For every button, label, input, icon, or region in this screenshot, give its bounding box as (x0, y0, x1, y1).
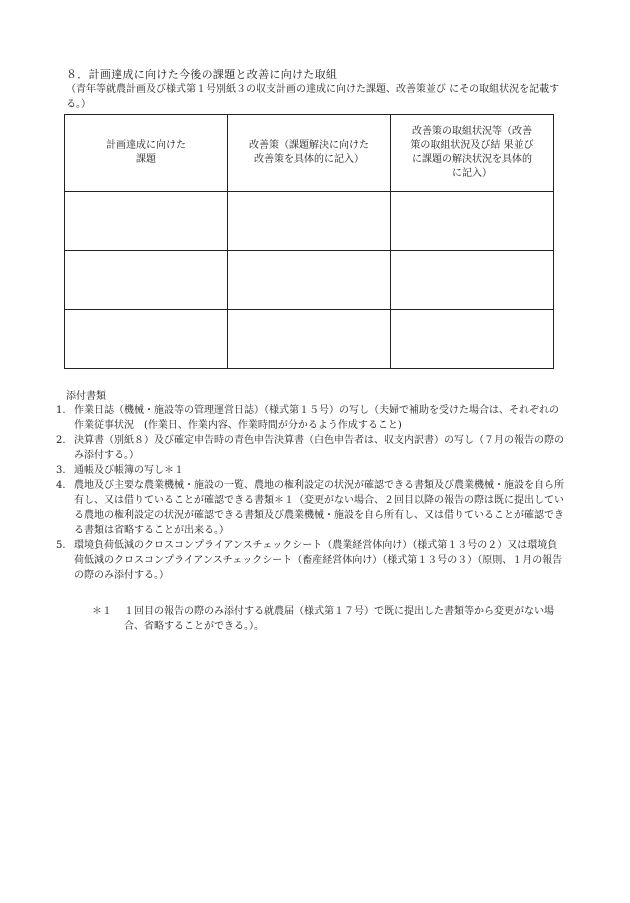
table-cell[interactable] (228, 251, 391, 310)
table-cell[interactable] (65, 192, 228, 251)
footnote-mark: ＊１ (92, 606, 112, 617)
table-cell[interactable] (65, 251, 228, 310)
table-cell[interactable] (391, 310, 554, 369)
item-text: 決算書（別紙８）及び確定申告時の青色申告決算書（白色申告者は、収支内訳書）の写し（７月の報告の際のみ添付する。） (74, 435, 564, 461)
footnote (92, 604, 562, 634)
item-text: 環境負荷低減のクロスコンプライアンスチェックシート（農業経営体向け）（様式第１３号の２）又は環境負荷低減のクロスコンプライアンスチェックシート（畜産経営体向け）（様式第１３号の３）（原則、１月の報告の際のみ添付する。） (74, 540, 563, 581)
table-row (65, 310, 554, 369)
section-heading: ８．計画達成に向けた今後の課題と改善に向けた取組 (66, 68, 338, 81)
header-progress: 改善策の取組状況等（改善策の取組状況及び結 果並びに課題の解決状況を具体的に記入） (391, 115, 554, 192)
plan-table (64, 114, 554, 369)
table-row (65, 192, 554, 251)
table-cell[interactable] (228, 310, 391, 369)
item-text: 農地及び主要な農業機械・施設の一覧、農地の権利設定の状況が確認できる書類及び農業機械・施設を自ら所有し、又は借りていることが確認できる書類＊１（変更がない場合、２回目以降の報告の際は既に提出している農地の権利設定の状況が確認できる書類及び農業機械・施設を自ら所有し、又は借りていることが確認できる書類は省略することが出来る。） (74, 480, 564, 536)
list-item (56, 463, 566, 478)
item-number: 3. (56, 465, 66, 476)
table-header-row (65, 115, 554, 192)
table-row (65, 251, 554, 310)
attachments-title: 添付書類 (66, 391, 106, 402)
attachments-list (56, 403, 566, 583)
section-note: （青年等就農計画及び様式第１号別紙３の収支計画の達成に向けた課題、改善策並び にその取組状況を記載する。） (66, 84, 560, 110)
header-improvements: 改善策（課題解決に向けた改善策を具体的に記入） (228, 115, 391, 192)
footnote-text: １回目の報告の際のみ添付する就農届（様式第１７号）で既に提出した書類等から変更がない場合、省略することができる。）。 (124, 606, 554, 632)
table-cell[interactable] (65, 310, 228, 369)
item-number: 2. (56, 435, 66, 446)
table-cell[interactable] (391, 192, 554, 251)
item-text: 作業日誌（機械・施設等の管理運営日誌）（様式第１５号）の写し（夫婦で補助を受けた場合は、それぞれの作業従事状況 (作業日、作業内容、作業時間が分かるよう作成すること) (74, 405, 559, 431)
item-text: 通帳及び帳簿の写し＊１ (74, 465, 184, 476)
header-issues: 計画達成に向けた課題 (65, 115, 228, 192)
item-number: 1. (56, 405, 66, 416)
list-item (56, 403, 566, 433)
item-number: 4. (56, 480, 66, 491)
list-item (56, 478, 566, 538)
list-item (56, 433, 566, 463)
table-cell[interactable] (228, 192, 391, 251)
list-item (56, 538, 566, 583)
item-number: 5. (56, 540, 66, 551)
table-cell[interactable] (391, 251, 554, 310)
